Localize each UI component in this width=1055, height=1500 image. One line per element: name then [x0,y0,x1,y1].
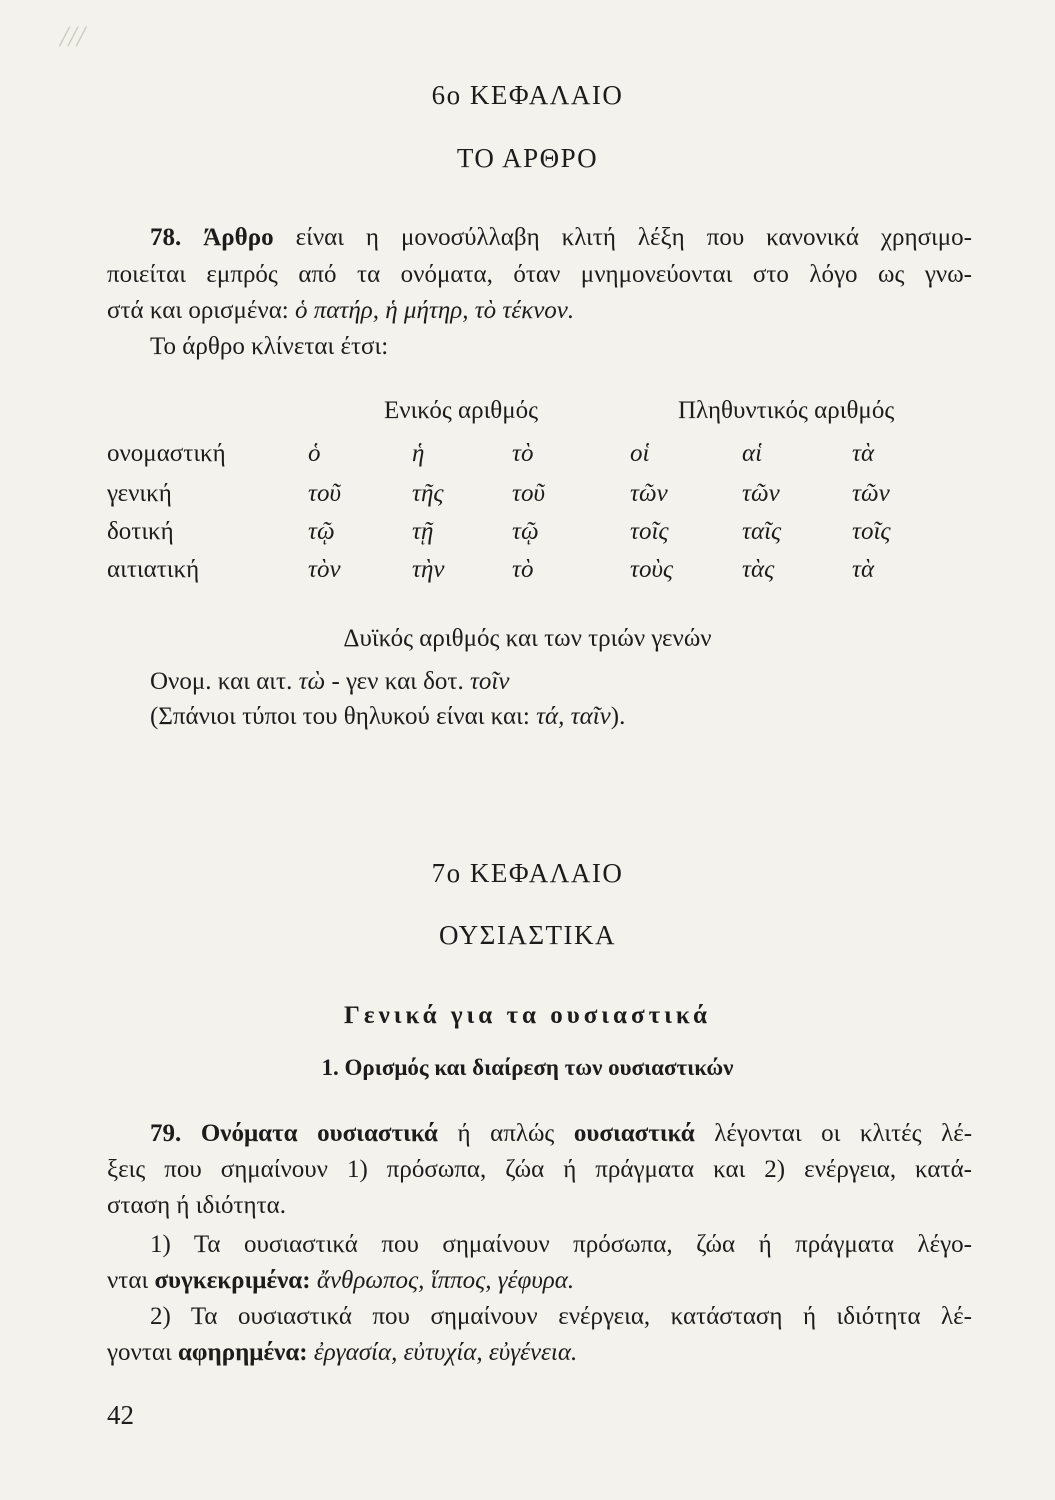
article-form: τοὺς [630,556,674,583]
para79-p2-line1: 2) Τα ουσιαστικά που σημαίνουν ενέργεια, κατάσταση ή ιδιότητα λέ- [150,1303,972,1330]
page-number: 42 [107,1400,134,1430]
para79-p2-text: γονται [107,1339,172,1366]
article-form: αἱ [742,440,763,467]
dual-line2-forms: τά, ταῖν [536,703,611,730]
case-label: δοτική [107,518,174,545]
article-form: τῶν [630,480,668,507]
dual-line2 [150,700,1015,734]
para79-p1-text: νται [107,1267,149,1294]
case-label: γενική [107,480,172,507]
article-form: τοῖς [852,518,891,545]
dual-line1-text: Ονομ. και αιτ. [150,668,293,695]
para79-p2-term: αφηρημένα: [177,1339,308,1366]
chapter7-title: ΟΥΣΙΑΣΤΙΚΑ [438,920,617,950]
para78-term: Άρθρο [203,224,274,251]
para79-number: 79. [150,1120,182,1147]
para79-p1-line2 [107,1264,972,1298]
dual-title: Δυϊκός αριθμός και των τριών γενών [343,625,712,652]
article-form: τῶν [852,480,890,507]
para79-p1-examples: ἄνθρωπος, ἵππος, γέφυρα. [316,1267,575,1294]
para79-mid: ή απλώς [457,1120,555,1147]
para78-line3 [107,294,972,328]
para79-line1-text: λέγονται οι κλιτές λέ- [714,1120,973,1147]
article-form: τοῖς [630,518,669,545]
article-form: τῆς [412,480,444,507]
article-form: τῇ [412,518,434,545]
article-form: τὸν [308,556,341,583]
chapter6-number: 6ο ΚΕΦΑΛΑΙΟ [431,80,624,110]
para79-line1 [150,1117,972,1151]
dual-line2-text: (Σπάνιοι τύποι του θηλυκού είναι και: [150,703,530,730]
article-form: τὸ [512,440,534,467]
para78-line2: ποιείται εμπρός από τα ονόματα, όταν μνημονεύονται στο λόγο ως γνω- [107,261,972,288]
section-title: Γενικά για τα ουσιαστικά [343,1002,711,1029]
case-label: αιτιατική [107,556,200,583]
article-form: τὰ [852,440,875,467]
article-form: τοῦ [512,480,545,507]
para78-line3-text: στά και ορισμένα: [107,297,289,324]
article-form: τοῦ [308,480,341,507]
singular-header: Ενικός αριθμός [384,397,539,424]
section-subtitle: 1. Ορισμός και διαίρεση των ουσιαστικών [321,1055,734,1080]
article-form: οἱ [630,440,650,467]
article-form: ὁ [308,440,321,467]
article-form: ἡ [412,440,425,467]
article-form: τῷ [512,518,539,545]
chapter6-title: ΤΟ ΑΡΘΡΟ [456,143,599,173]
para78-examples: ὁ πατήρ, ἡ μήτηρ, τὸ τέκνον. [295,297,575,324]
chapter7-number: 7ο ΚΕΦΑΛΑΙΟ [431,858,624,888]
corner-mark-icon: /// [60,20,86,53]
dual-line1 [150,665,1015,699]
para78-line1-text: είναι η μονοσύλλαβη κλιτή λέξη που κανονικά χρησιμο- [295,224,973,251]
dual-line1-mid: - γεν και δοτ. [331,668,464,695]
para79-p2-examples: ἐργασία, εὐτυχία, εὐγένεια. [313,1339,578,1366]
para78-line1 [150,221,972,255]
para79-p1-line1: 1) Τα ουσιαστικά που σημαίνουν πρόσωπα, ζώα ή πράγματα λέγο- [150,1231,972,1258]
article-form: τῷ [308,518,335,545]
para79-p1-term: συγκεκριμένα: [154,1267,311,1294]
dual-form1: τὼ [298,668,326,695]
para78-intro: Το άρθρο κλίνεται έτσι: [150,333,389,360]
article-form: τὸ [512,556,534,583]
para79-line2: ξεις που σημαίνουν 1) πρόσωπα, ζώα ή πράγματα και 2) ενέργεια, κατά- [107,1156,972,1183]
case-label: ονομαστική [107,440,226,467]
article-form: τὴν [412,556,445,583]
para79-line3: σταση ή ιδιότητα. [107,1192,286,1219]
para79-p2-line2 [107,1336,972,1370]
para79-term2: ουσιαστικά [573,1120,695,1147]
article-form: τὰς [742,556,775,583]
article-form: τῶν [742,480,780,507]
dual-form2: τοῖν [469,668,510,695]
para78-number: 78. [150,224,182,251]
article-form: τὰ [852,556,875,583]
para79-term1: Ονόματα ουσιαστικά [200,1120,438,1147]
plural-header: Πληθυντικός αριθμός [678,397,895,424]
article-form: ταῖς [742,518,782,545]
dual-line2-end: ). [610,703,626,730]
